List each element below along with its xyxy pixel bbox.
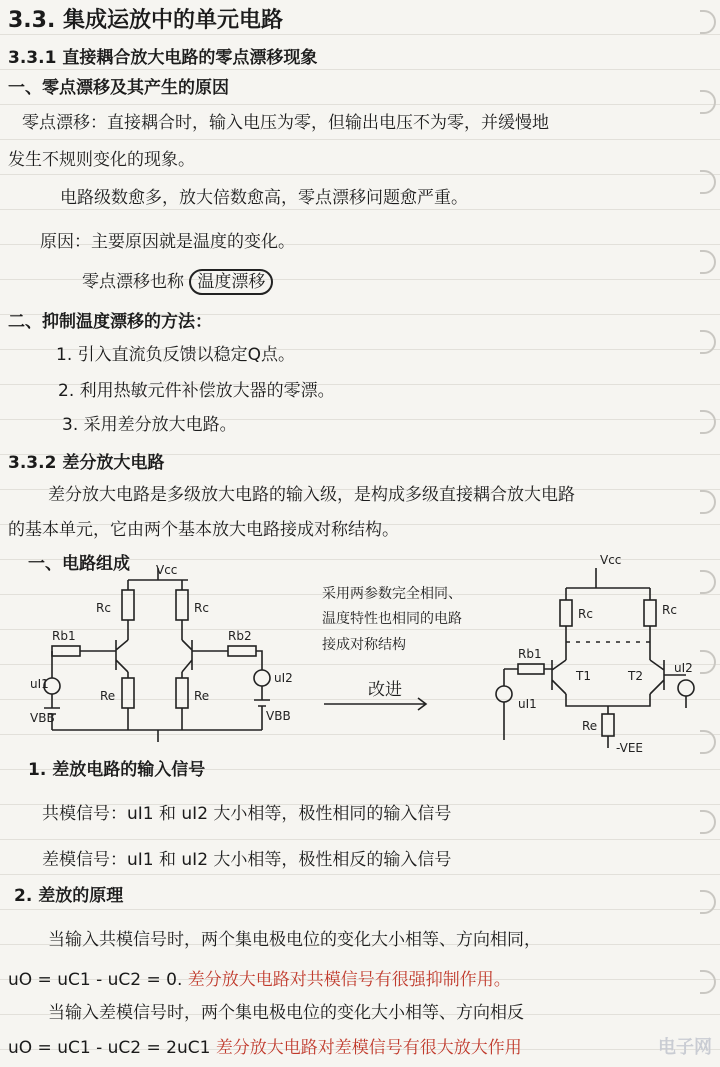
resistor-re: [602, 714, 614, 736]
note-line: 采用两参数完全相同、: [322, 586, 462, 602]
vcc-label: Vcc: [600, 553, 622, 567]
resistor-re-left: [122, 678, 134, 708]
watermark: 电子网: [658, 1037, 712, 1058]
ui2-label: uI2: [674, 661, 693, 675]
section-heading: 3.3.2 差分放大电路: [8, 453, 165, 473]
list-item: 1. 引入直流负反馈以稳定Q点。: [56, 345, 296, 365]
resistor-rc-left: [560, 600, 572, 626]
binder-ring: [700, 410, 716, 434]
section-heading: 3.3.1 直接耦合放大电路的零点漂移现象: [8, 48, 318, 68]
text-line: 原因：主要原因就是温度的变化。: [40, 232, 295, 252]
text-line: 差分放大电路是多级放大电路的输入级，是构成多级直接耦合放大电路: [48, 485, 575, 505]
rc-left-label: Rc: [578, 607, 593, 621]
t2-label: T2: [628, 669, 643, 683]
alias-text: 零点漂移也称: [82, 272, 184, 292]
vbb-left-label: VBB: [30, 711, 55, 725]
resistor-rc-right: [176, 590, 188, 620]
ui1-label: uI1: [518, 697, 537, 711]
red-note: 差分放大电路对差模信号有很大放大作用: [215, 1038, 522, 1058]
binder-ring: [700, 330, 716, 354]
section-heading: 2. 差放的原理: [14, 886, 124, 906]
re-right-label: Re: [194, 689, 210, 703]
basic-diff-amp-circuit: [30, 560, 320, 760]
source-ui1: [496, 686, 512, 702]
resistor-rb2: [228, 646, 256, 656]
page-title: 3.3. 集成运放中的单元电路: [8, 8, 283, 33]
text-line: [8, 1040, 522, 1057]
binder-ring: [700, 970, 716, 994]
text-line: 电路级数愈多，放大倍数愈高，零点漂移问题愈严重。: [60, 188, 468, 208]
improve-arrow: [322, 694, 432, 714]
ui1-label: uI1: [30, 677, 49, 691]
note-line: 温度特性也相同的电路: [322, 611, 462, 627]
vbb-right-label: VBB: [266, 709, 291, 723]
note-line: 接成对称结构: [322, 637, 406, 653]
source-ui2: [254, 670, 270, 686]
text-line: 发生不规则变化的现象。: [8, 150, 195, 170]
binder-ring: [700, 810, 716, 834]
equation: uO = uC1 - uC2 = 2uC1: [8, 1038, 211, 1058]
binder-ring: [700, 490, 716, 514]
section-heading: 一、零点漂移及其产生的原因: [8, 78, 229, 98]
circled-term: 温度漂移: [189, 269, 273, 295]
binder-ring: [700, 170, 716, 194]
text-line: 零点漂移：直接耦合时，输入电压为零，但输出电压不为零，并缓慢地: [22, 113, 549, 133]
rb2-label: Rb2: [228, 629, 252, 643]
section-heading: 一、电路组成: [28, 554, 130, 574]
re-left-label: Re: [100, 689, 116, 703]
binder-ring: [700, 10, 716, 34]
improved-diff-amp-circuit: [490, 548, 705, 760]
section-heading: 二、抑制温度漂移的方法：: [8, 312, 212, 332]
binder-ring: [700, 90, 716, 114]
list-item: 3. 采用差分放大电路。: [62, 415, 237, 435]
text-line: [8, 972, 511, 989]
resistor-rc-left: [122, 590, 134, 620]
text-line: [82, 274, 273, 291]
binder-ring: [700, 890, 716, 914]
text-line: 差模信号：uI1 和 uI2 大小相等，极性相反的输入信号: [42, 850, 452, 870]
red-note: 差分放大电路对共模信号有很强抑制作用。: [187, 970, 511, 990]
list-item: 2. 利用热敏元件补偿放大器的零漂。: [58, 381, 335, 401]
text-line: 当输入共模信号时，两个集电极电位的变化大小相等、方向相同，: [48, 930, 541, 950]
resistor-rb1: [518, 664, 544, 674]
section-heading: 1. 差放电路的输入信号: [28, 760, 206, 780]
rc-left-label: Rc: [96, 601, 111, 615]
rc-right-label: Rc: [662, 603, 677, 617]
text-line: 共模信号：uI1 和 uI2 大小相等，极性相同的输入信号: [42, 804, 452, 824]
binder-ring: [700, 250, 716, 274]
ui2-label: uI2: [274, 671, 293, 685]
rb1-label: Rb1: [52, 629, 76, 643]
t1-label: T1: [576, 669, 591, 683]
resistor-rb1: [52, 646, 80, 656]
equation: uO = uC1 - uC2 = 0.: [8, 970, 183, 990]
re-label: Re: [582, 719, 598, 733]
arrow-label: 改进: [368, 680, 402, 700]
source-ui2: [678, 680, 694, 696]
rb1-label: Rb1: [518, 647, 542, 661]
vee-label: -VEE: [616, 741, 643, 755]
resistor-re-right: [176, 678, 188, 708]
text-line: 当输入差模信号时，两个集电极电位的变化大小相等、方向相反: [48, 1003, 524, 1023]
rc-right-label: Rc: [194, 601, 209, 615]
vcc-label: Vcc: [156, 563, 178, 577]
text-line: 的基本单元，它由两个基本放大电路接成对称结构。: [8, 520, 399, 540]
resistor-rc-right: [644, 600, 656, 626]
